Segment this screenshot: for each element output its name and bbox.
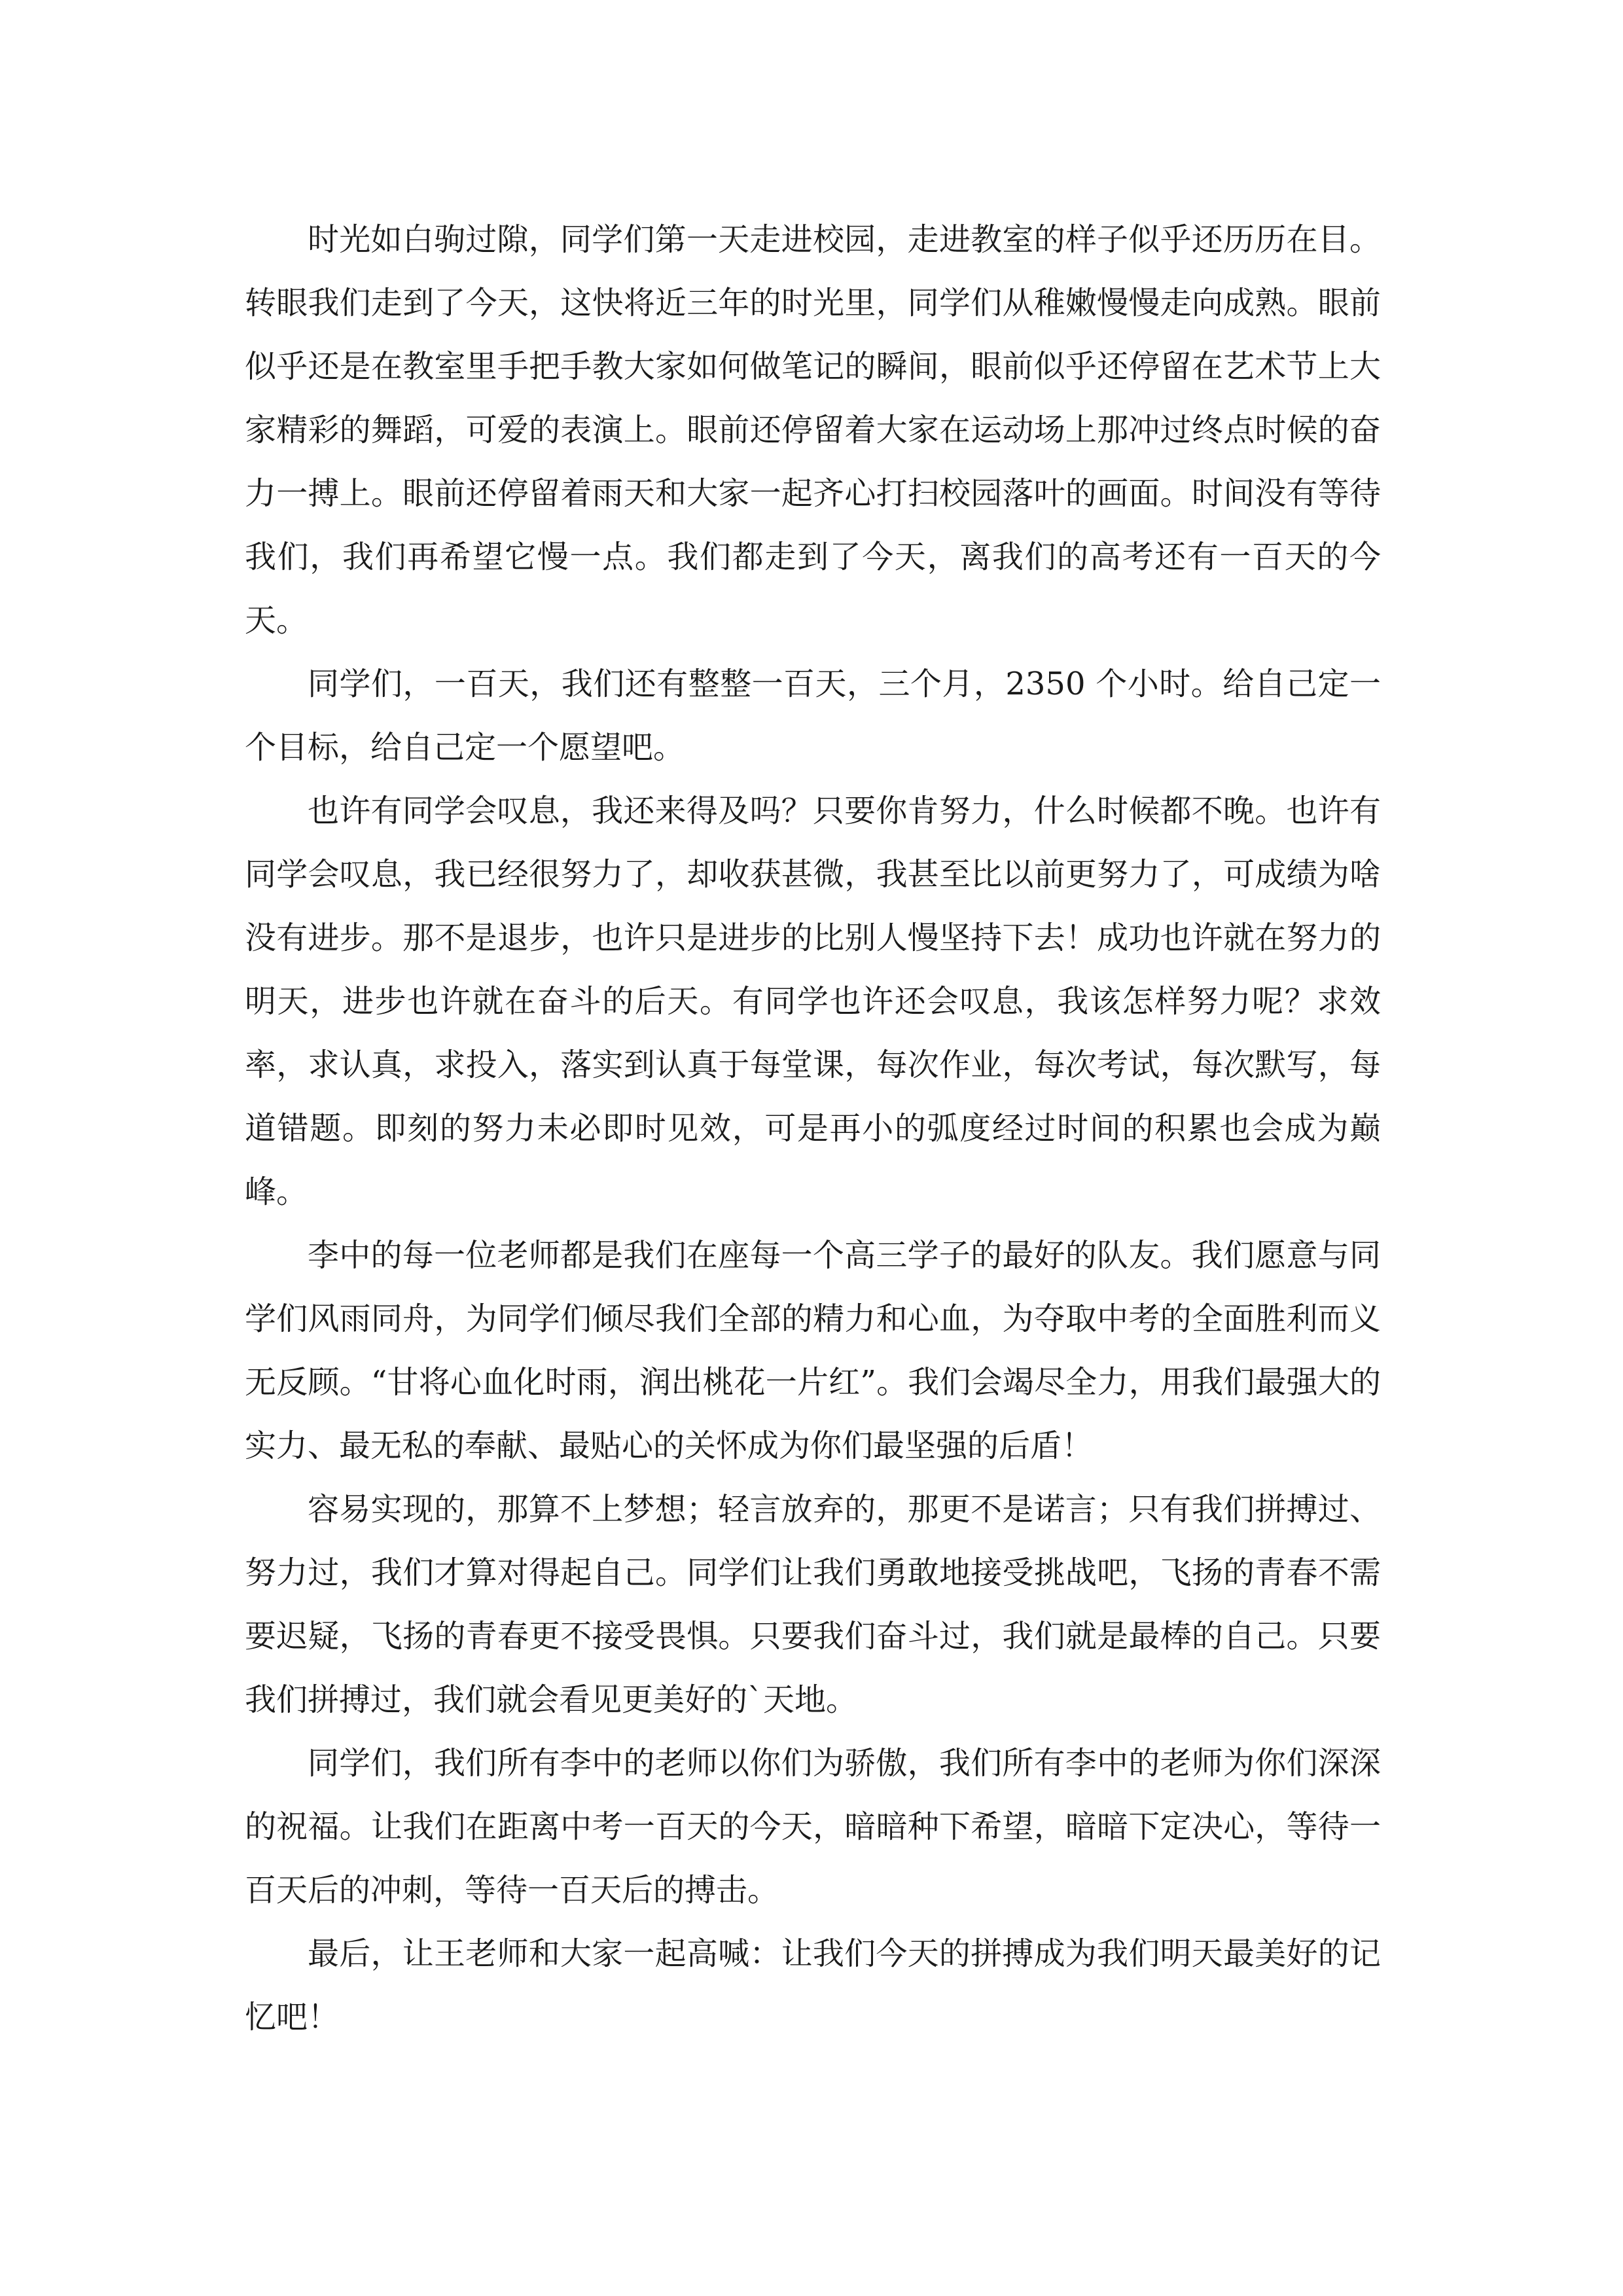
paragraph: 李中的每一位老师都是我们在座每一个高三学子的最好的队友。我们愿意与同学们风雨同舟，为同学们倾尽我们全部的精力和心血，为夺取中考的全面胜利而义无反顾。“甘将心血化时雨，润出桃花一片红”。我们会竭尽全力，用我们最强大的实力、最无私的奉献、最贴心的关怀成为你们最坚强的后盾！ (245, 1237, 1381, 1464)
paragraph: 时光如白驹过隙，同学们第一天走进校园，走进教室的样子似乎还历历在目。转眼我们走到了今天，这快将近三年的时光里，同学们从稚嫩慢慢走向成熟。眼前似乎还是在教室里手把手教大家如何做笔记的瞬间，眼前似乎还停留在艺术节上大家精彩的舞蹈，可爱的表演上。眼前还停留着大家在运动场上那冲过终点时候的奋力一搏上。眼前还停留着雨天和大家一起齐心打扫校园落叶的画面。时间没有等待我们，我们再希望它慢一点。我们都走到了今天，离我们的高考还有一百天的今天。 (245, 221, 1381, 639)
paragraph: 同学们，我们所有李中的老师以你们为骄傲，我们所有李中的老师为你们深深的祝福。让我们在距离中考一百天的今天，暗暗种下希望，暗暗下定决心，等待一百天后的冲刺，等待一百天后的搏击。 (245, 1745, 1381, 1909)
paragraph: 容易实现的，那算不上梦想；轻言放弃的，那更不是诺言；只有我们拼搏过、努力过，我们才算对得起自己。同学们让我们勇敢地接受挑战吧，飞扬的青春不需要迟疑，飞扬的青春更不接受畏惧。只要我们奋斗过，我们就是最棒的自己。只要我们拼搏过，我们就会看见更美好的`天地。 (245, 1491, 1381, 1718)
paragraph: 同学们，一百天，我们还有整整一百天，三个月，2350 个小时。给自己定一个目标，给自己定一个愿望吧。 (245, 666, 1381, 766)
paragraph: 最后，让王老师和大家一起高喊：让我们今天的拼搏成为我们明天最美好的记忆吧！ (245, 1935, 1381, 2036)
paragraph: 也许有同学会叹息，我还来得及吗？只要你肯努力，什么时候都不晚。也许有同学会叹息，我已经很努力了，却收获甚微，我甚至比以前更努力了，可成绩为啥没有进步。那不是退步，也许只是进步的比别人慢坚持下去！成功也许就在努力的明天，进步也许就在奋斗的后天。有同学也许还会叹息，我该怎样努力呢？求效率，求认真，求投入，落实到认真于每堂课，每次作业，每次考试，每次默写，每道错题。即刻的努力未必即时见效，可是再小的弧度经过时间的积累也会成为巅峰。 (245, 793, 1381, 1210)
document-body (245, 208, 1381, 2049)
